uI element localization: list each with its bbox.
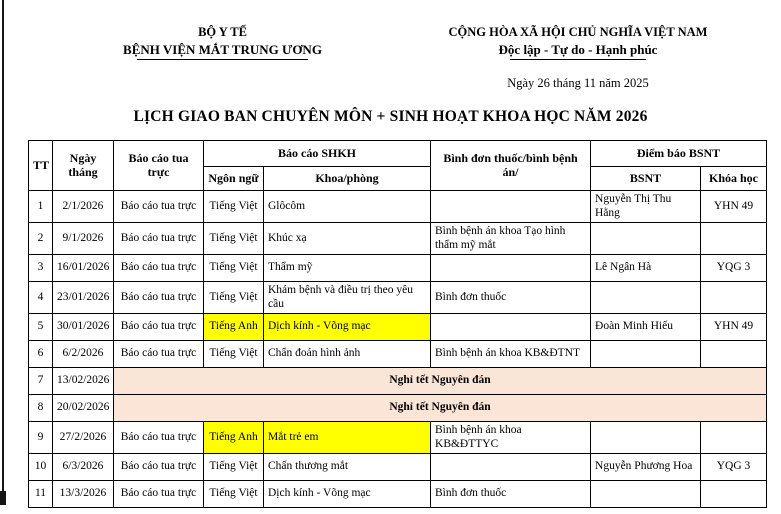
- cell-khoa-hoc: [701, 282, 767, 314]
- motto-line: Độc lập - Tự do - Hạnh phúc: [499, 41, 658, 61]
- cell-ngon-ngu: Tiếng Việt: [204, 191, 264, 223]
- cell-tua-truc: Báo cáo tua trực: [114, 454, 204, 481]
- cell-date: 20/02/2026: [53, 395, 114, 422]
- cell-bsnt: Nguyễn Phương Hoa: [591, 454, 701, 481]
- cell-ngon-ngu: Tiếng Việt: [204, 341, 264, 368]
- cell-tt: 10: [29, 454, 53, 481]
- cell-date: 13/3/2026: [53, 481, 114, 508]
- col-header-bsnt: BSNT: [591, 167, 701, 191]
- cell-date: 27/2/2026: [53, 422, 114, 454]
- page-title: LỊCH GIAO BAN CHUYÊN MÔN + SINH HOẠT KHOA HỌC NĂM 2026: [133, 108, 648, 125]
- cell-binh: [431, 454, 591, 481]
- cell-ngon-ngu: Tiếng Việt: [204, 454, 264, 481]
- cell-khoa-hoc: [701, 481, 767, 508]
- cell-khoa-phong: Glôcôm: [264, 191, 431, 223]
- cell-holiday-banner: Nghỉ tết Nguyên đán: [114, 395, 767, 422]
- cell-binh: Bình bệnh án khoa KB&ĐTNT: [431, 341, 591, 368]
- cell-khoa-hoc: YHN 49: [701, 191, 767, 223]
- table-row-holiday: [29, 395, 767, 422]
- col-header-tt: TT: [29, 141, 53, 191]
- cell-tt: 5: [29, 314, 53, 341]
- cell-ngon-ngu-highlighted: Tiếng Anh: [204, 314, 264, 341]
- cell-date: 16/01/2026: [53, 255, 114, 282]
- cell-tt: 11: [29, 481, 53, 508]
- table-row-holiday: [29, 368, 767, 395]
- cell-tua-truc: Báo cáo tua trực: [114, 341, 204, 368]
- cell-date: 30/01/2026: [53, 314, 114, 341]
- cell-ngon-ngu-highlighted: Tiếng Anh: [204, 422, 264, 454]
- cell-tt: 9: [29, 422, 53, 454]
- cell-tt: 3: [29, 255, 53, 282]
- cell-binh: Bình đơn thuốc: [431, 481, 591, 508]
- cell-ngon-ngu: Tiếng Việt: [204, 223, 264, 255]
- table-row: [29, 223, 767, 255]
- cell-khoa-hoc: [701, 223, 767, 255]
- cell-binh: [431, 191, 591, 223]
- table-row: [29, 191, 767, 223]
- cell-khoa-phong: Dịch kính - Võng mạc: [264, 481, 431, 508]
- cell-khoa-hoc: [701, 422, 767, 454]
- cell-binh: Bình bệnh án khoa Tạo hình thẩm mỹ mắt: [431, 223, 591, 255]
- table-row: [29, 454, 767, 481]
- national-motto-block: [408, 24, 748, 61]
- cell-date: 2/1/2026: [53, 191, 114, 223]
- cell-binh: [431, 255, 591, 282]
- cell-bsnt: [591, 223, 701, 255]
- cell-tua-truc: Báo cáo tua trực: [114, 191, 204, 223]
- cell-tt: 7: [29, 368, 53, 395]
- cell-bsnt: [591, 282, 701, 314]
- cell-date: 6/3/2026: [53, 454, 114, 481]
- table-row: [29, 422, 767, 454]
- cell-date: 6/2/2026: [53, 341, 114, 368]
- cell-bsnt: Đoàn Minh Hiếu: [591, 314, 701, 341]
- cell-binh: [431, 314, 591, 341]
- cell-tua-truc: Báo cáo tua trực: [114, 422, 204, 454]
- cell-khoa-phong: Thẩm mỹ: [264, 255, 431, 282]
- cell-tua-truc: Báo cáo tua trực: [114, 481, 204, 508]
- cell-bsnt: [591, 422, 701, 454]
- issuer-block: [30, 24, 415, 61]
- cell-tua-truc: Báo cáo tua trực: [114, 282, 204, 314]
- ministry-name: BỘ Y TẾ: [198, 25, 247, 39]
- cell-ngon-ngu: Tiếng Việt: [204, 255, 264, 282]
- cell-tt: 4: [29, 282, 53, 314]
- cell-binh: Bình đơn thuốc: [431, 282, 591, 314]
- page-edge-mark: [0, 491, 6, 505]
- cell-date: 13/02/2026: [53, 368, 114, 395]
- cell-bsnt: [591, 341, 701, 368]
- cell-ngon-ngu: Tiếng Việt: [204, 282, 264, 314]
- col-header-khoa-phong: Khoa/phòng: [264, 167, 431, 191]
- cell-date: 23/01/2026: [53, 282, 114, 314]
- cell-tt: 2: [29, 223, 53, 255]
- table-row: [29, 282, 767, 314]
- col-header-khoa-hoc: Khóa học: [701, 167, 767, 191]
- cell-tua-truc: Báo cáo tua trực: [114, 255, 204, 282]
- cell-holiday-banner: Nghỉ tết Nguyên đán: [114, 368, 767, 395]
- cell-bsnt: Lê Ngân Hà: [591, 255, 701, 282]
- cell-khoa-hoc: YHN 49: [701, 314, 767, 341]
- schedule-table: [28, 140, 767, 508]
- col-header-ngon-ngu: Ngôn ngữ: [204, 167, 264, 191]
- cell-tt: 8: [29, 395, 53, 422]
- republic-title: CỘNG HÒA XÃ HỘI CHỦ NGHĨA VIỆT NAM: [448, 25, 708, 39]
- table-row: [29, 255, 767, 282]
- table-row: [29, 481, 767, 508]
- cell-khoa-phong: Khúc xạ: [264, 223, 431, 255]
- cell-khoa-phong: Khám bệnh và điều trị theo yêu cầu: [264, 282, 431, 314]
- col-header-binh-don: Bình đơn thuốc/bình bệnh án/: [431, 141, 591, 191]
- cell-khoa-phong: Chấn thương mắt: [264, 454, 431, 481]
- col-header-ngay-thang: Ngày tháng: [53, 141, 114, 191]
- col-header-diem-bao-bsnt: Điểm báo BSNT: [591, 141, 767, 167]
- table-row: [29, 314, 767, 341]
- page-edge-rule: [2, 0, 4, 505]
- cell-ngon-ngu: Tiếng Việt: [204, 481, 264, 508]
- cell-bsnt: Nguyễn Thị Thu Hằng: [591, 191, 701, 223]
- col-header-bao-cao-shkh: Báo cáo SHKH: [204, 141, 431, 167]
- table-header-row-1: [29, 141, 767, 167]
- cell-bsnt: [591, 481, 701, 508]
- table-row: [29, 341, 767, 368]
- cell-tua-truc: Báo cáo tua trực: [114, 223, 204, 255]
- cell-tt: 6: [29, 341, 53, 368]
- col-header-bao-cao-tua-truc: Báo cáo tua trực: [114, 141, 204, 191]
- cell-khoa-phong-highlighted: Mắt trẻ em: [264, 422, 431, 454]
- cell-khoa-hoc: YQG 3: [701, 255, 767, 282]
- cell-date: 9/1/2026: [53, 223, 114, 255]
- cell-khoa-phong: Chẩn đoán hình ảnh: [264, 341, 431, 368]
- cell-binh: Bình bệnh án khoa KB&ĐTTYC: [431, 422, 591, 454]
- document-date: Ngày 26 tháng 11 năm 2025: [507, 76, 649, 90]
- cell-khoa-hoc: [701, 341, 767, 368]
- hospital-name: BỆNH VIỆN MẮT TRUNG ƯƠNG: [123, 41, 322, 61]
- cell-khoa-hoc: YQG 3: [701, 454, 767, 481]
- cell-khoa-phong-highlighted: Dịch kính - Võng mạc: [264, 314, 431, 341]
- cell-tt: 1: [29, 191, 53, 223]
- cell-tua-truc: Báo cáo tua trực: [114, 314, 204, 341]
